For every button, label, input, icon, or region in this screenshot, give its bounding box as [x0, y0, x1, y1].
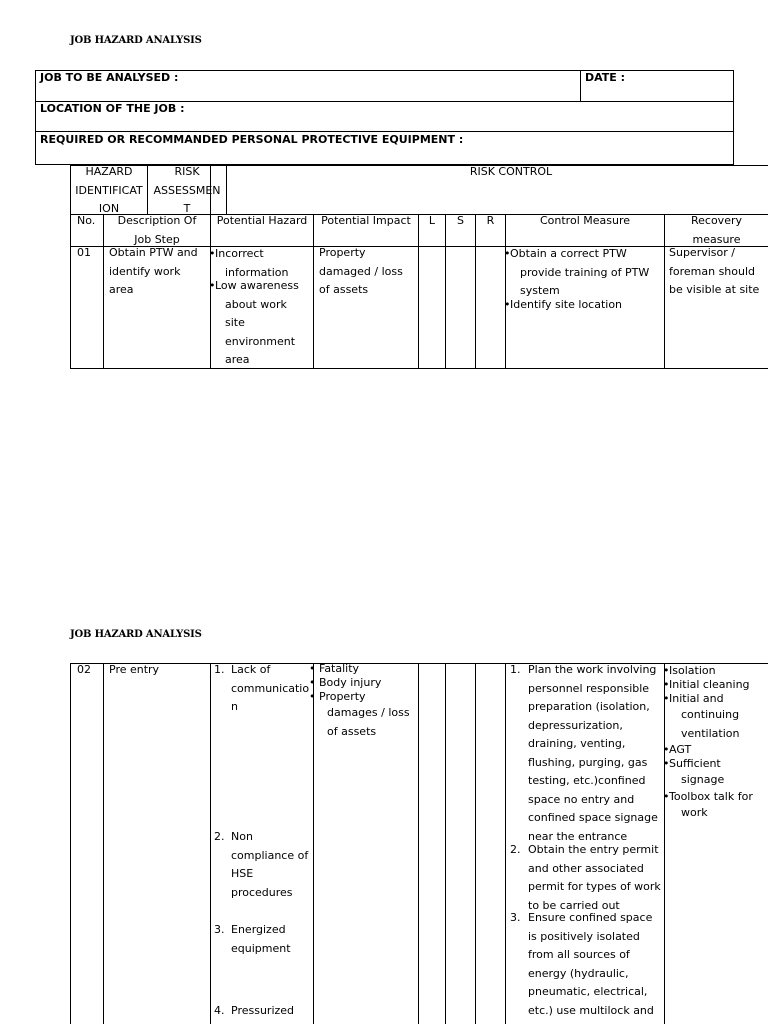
- col-l: L: [428, 214, 436, 227]
- risk-control-header: RISK CONTROL: [469, 165, 553, 178]
- row1-description: Obtain PTW and identify work area: [109, 246, 198, 296]
- row1-impact: Property damaged / loss of assets: [319, 246, 403, 296]
- row2-recovery-2: • Initial cleaning: [663, 678, 750, 691]
- col-control-measure: Control Measure: [539, 214, 630, 227]
- t1-vline-8: [475, 214, 476, 368]
- row2-control-2: 2. Obtain the entry permit and other associated permit for types of work to be carried out: [510, 843, 661, 912]
- row2-recovery-1: • Isolation: [663, 664, 716, 677]
- t2-vline-1: [103, 663, 104, 1024]
- row1-hazard-1: • Incorrect information: [209, 247, 289, 279]
- document-title: JOB HAZARD ANALYSIS: [70, 35, 202, 46]
- row1-control-1: • Obtain a correct PTW provide training of PTW system: [504, 247, 650, 297]
- row2-hazard-2: 2. Non compliance of HSE procedures: [214, 830, 309, 899]
- date-label: DATE :: [585, 71, 626, 84]
- t2-vline-0: [70, 663, 71, 1024]
- t2-vline-6: [475, 663, 476, 1024]
- job-label: JOB TO BE ANALYSED :: [40, 71, 179, 84]
- document-title-2: JOB HAZARD ANALYSIS: [70, 629, 202, 640]
- row1-control-2: • Identify site location: [504, 298, 623, 311]
- row2-hazard-4: 4. Pressurized: [214, 1004, 295, 1017]
- col-potential-hazard: Potential Hazard: [216, 214, 308, 227]
- row1-hazard-2: • Low awareness about work site environment area: [209, 279, 299, 366]
- col-s: S: [457, 214, 464, 227]
- row2-impact-3: • Property damages / loss of assets: [309, 690, 410, 738]
- col-description: Description Of Job Step: [117, 214, 197, 246]
- table1-bottom-border: [70, 368, 768, 369]
- hazard-identification-header: HAZARD IDENTIFICAT ION: [75, 165, 143, 215]
- row2-recovery-4: • AGT: [663, 743, 692, 756]
- t2-vline-4: [418, 663, 419, 1024]
- ppe-label: REQUIRED OR RECOMMANDED PERSONAL PROTECTIVE EQUIPMENT :: [40, 133, 464, 146]
- row2-recovery-5: • Sufficient signage: [663, 757, 725, 786]
- job-header-box: [35, 70, 734, 165]
- location-label: LOCATION OF THE JOB :: [40, 102, 185, 115]
- row2-impact-2: • Body injury: [309, 676, 382, 689]
- t2-vline-7: [505, 663, 506, 1024]
- date-divider: [580, 70, 581, 101]
- col-r: R: [486, 214, 495, 227]
- t1-vline-7: [445, 214, 446, 368]
- header-divider-2: [35, 131, 734, 132]
- risk-assessment-header: RISK ASSESSMEN T: [153, 165, 221, 215]
- col-potential-impact: Potential Impact: [321, 214, 411, 227]
- t1-vline-5: [313, 214, 314, 368]
- row2-hazard-3: 3. Energized equipment: [214, 923, 291, 955]
- row2-control-3: 3. Ensure confined space is positively isolated from all sources of energy (hydraulic, pneumatic, electrical, etc.) use multilock and: [510, 911, 654, 1017]
- row2-hazard-1: 1. Lack of communicatio n: [214, 663, 310, 713]
- row2-impact-1: • Fatality: [309, 662, 360, 675]
- row2-control-1: 1. Plan the work involving personnel responsible preparation (isolation, depressurization, draining, venting, flushing, purging, gas testing, etc.)confined space no entry and confined space signage near the entrance: [510, 663, 658, 843]
- row2-recovery-6: • Toolbox talk for work: [663, 790, 753, 819]
- col-no: No.: [77, 214, 96, 227]
- row1-recovery: Supervisor / foreman should be visible at site: [669, 246, 760, 296]
- row2-recovery-3: • Initial and continuing ventilation: [663, 692, 740, 740]
- t2-vline-2: [210, 663, 211, 1024]
- row2-no: 02: [77, 663, 91, 676]
- row2-description: Pre entry: [109, 663, 160, 676]
- t2-vline-5: [445, 663, 446, 1024]
- t1-vline-6: [418, 214, 419, 368]
- row1-no: 01: [77, 246, 91, 259]
- col-recovery: Recovery measure: [690, 214, 742, 246]
